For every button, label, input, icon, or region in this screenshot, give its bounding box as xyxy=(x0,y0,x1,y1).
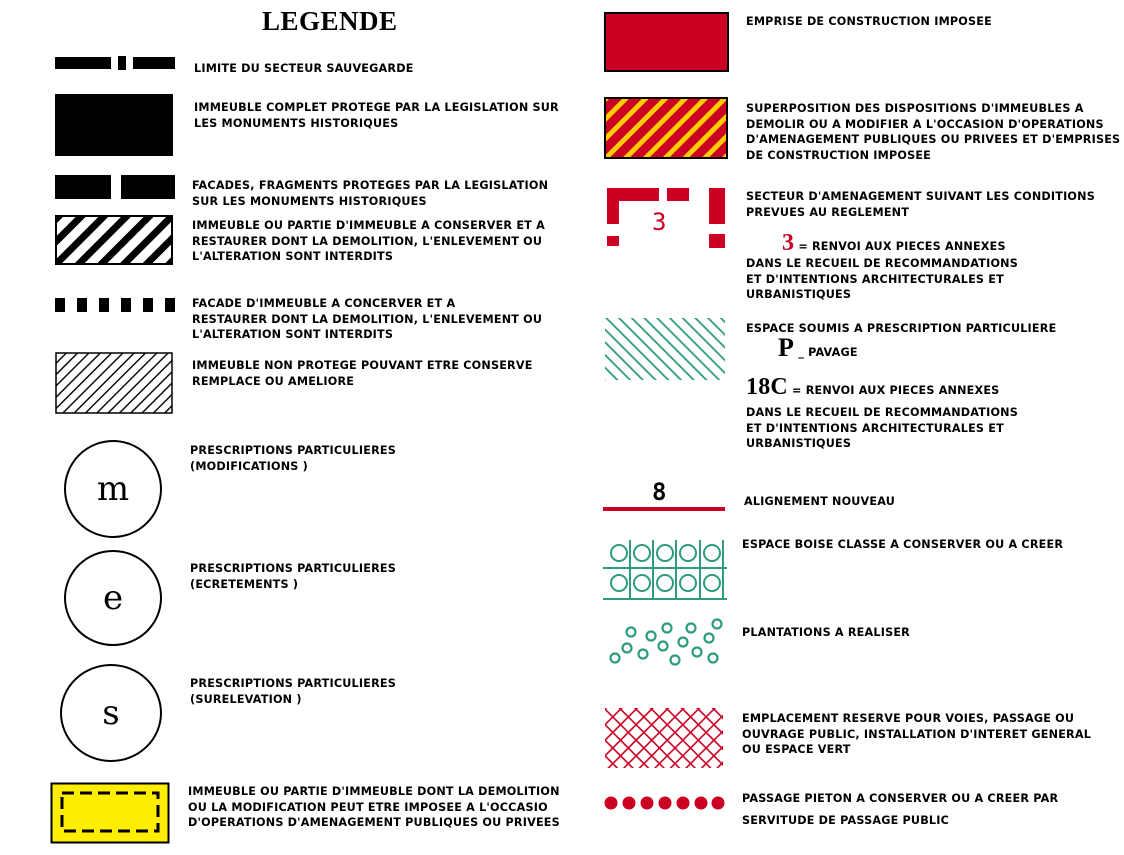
legend-label-alignement: ALIGNEMENT NOUVEAU xyxy=(744,495,896,508)
legend-label-facade: FACADE D'IMMEUBLE A CONCERVER ET A RESTAURER DONT LA DEMOLITION, L'ENLEVEMENT OU L'ALTERATION SONT INTERDITS xyxy=(192,297,543,341)
legend-label-secteur: SECTEUR D'AMENAGEMENT SUIVANT LES CONDITIONS PREVUES AU REGLEMENT xyxy=(746,190,1095,219)
legend-label-demolition: IMMEUBLE OU PARTIE D'IMMEUBLE DONT LA DEMOLITION OU LA MODIFICATION PEUT ETRE IMPOSEE A L'OCCASIO D'OPERATIONS D'AMENAGEMENT PUBLIQUES OU PRIVEES xyxy=(188,785,560,829)
legend-label-boundary: LIMITE DU SECTEUR SAUVEGARDE xyxy=(194,62,414,75)
legend-label-pavage: P _ PAVAGE xyxy=(778,333,858,362)
green-circle-grid-icon xyxy=(603,538,727,602)
circle-letter-s: s xyxy=(102,693,120,733)
alignment-number: 8 xyxy=(652,478,667,506)
legend-label-conserve: IMMEUBLE OU PARTIE D'IMMEUBLE A CONSERVER ET A RESTAURER DONT LA DEMOLITION, L'ENLEVEMENT OU L'ALTERATION SONT INTERDITS xyxy=(192,219,545,263)
yellow-dashed-box-icon xyxy=(50,782,170,844)
legend-label-18c-ref: 18C = RENVOI AUX PIECES ANNEXES xyxy=(746,374,1000,400)
circle-s-icon xyxy=(60,664,162,762)
secteur-ref-mark: 3 xyxy=(782,230,795,256)
legend-label-ecretements: PRESCRIPTIONS PARTICULIERES (ECRETEMENTS ) xyxy=(190,562,396,591)
legend-label-secteur-ref: 3 = RENVOI AUX PIECES ANNEXES xyxy=(782,230,1006,256)
legend-label-facades: FACADES, FRAGMENTS PROTEGES PAR LA LEGISLATION SUR LES MONUMENTS HISTORIQUES xyxy=(192,179,549,208)
legend-label-passage-pieton: PASSAGE PIETON A CONSERVER OU A CREER PAR SERVITUDE DE PASSAGE PUBLIC xyxy=(742,792,1059,827)
dotted-facade-icon xyxy=(55,298,175,312)
green-hatch-icon xyxy=(605,318,725,380)
circle-e-icon xyxy=(64,550,162,646)
black-bars-icon xyxy=(55,175,175,199)
red-yellow-hatch-icon xyxy=(604,97,728,159)
dashed-boundary-icon xyxy=(55,55,175,71)
legend-label-modifications: PRESCRIPTIONS PARTICULIERES (MODIFICATIONS ) xyxy=(190,444,396,473)
legend-label-non-protege: IMMEUBLE NON PROTEGE POUVANT ETRE CONSERVE REMPLACE OU AMELIORE xyxy=(192,359,533,388)
green-rings-icon xyxy=(605,618,725,668)
legend-label-espace-boise: ESPACE BOISE CLASSE A CONSERVER OU A CREER xyxy=(742,538,1064,551)
ref-18c-mark: 18C xyxy=(746,374,788,400)
red-alignment-line-icon xyxy=(603,506,725,512)
legend-label-emprise: EMPRISE DE CONSTRUCTION IMPOSEE xyxy=(746,15,992,28)
legend-label-monument: IMMEUBLE COMPLET PROTEGE PAR LA LEGISLATION SUR LES MONUMENTS HISTORIQUES xyxy=(194,101,559,130)
legend-title: LEGENDE xyxy=(262,6,398,36)
thin-hatch-icon xyxy=(55,352,173,414)
circle-m-icon xyxy=(64,440,162,538)
legend-label-espace-soumis: ESPACE SOUMIS A PRESCRIPTION PARTICULIERE xyxy=(746,322,1057,335)
legend-label-plantations: PLANTATIONS A REALISER xyxy=(742,626,910,639)
legend-label-secteur-ref-lines: DANS LE RECUEIL DE RECOMMANDATIONS ET D'INTENTIONS ARCHITECTURALES ET URBANISTIQUES xyxy=(746,257,1018,301)
solid-black-block-icon xyxy=(55,94,173,156)
circle-letter-e: e xyxy=(102,578,124,618)
bold-hatch-icon xyxy=(55,215,173,265)
sector-number: 3 xyxy=(652,208,667,236)
legend-label-superposition: SUPERPOSITION DES DISPOSITIONS D'IMMEUBLES A DEMOLIR OU A MODIFIER A L'OCCASION D'OPERATIONS D'AMENAGEMENT PUBLIQUES OU PRIVEES ET D'EMPRISES DE CONSTRUCTION IMPOSEE xyxy=(746,102,1121,162)
red-block-icon xyxy=(604,12,729,72)
legend-label-emplacement: EMPLACEMENT RESERVE POUR VOIES, PASSAGE OU OUVRAGE PUBLIC, INSTALLATION D'INTERET GENERAL OU ESPACE VERT xyxy=(742,712,1092,756)
red-dots-line-icon xyxy=(603,795,725,811)
pavage-mark: P xyxy=(778,333,795,362)
red-crosshatch-icon xyxy=(605,708,723,768)
circle-letter-m: m xyxy=(96,469,130,509)
legend-label-surelevation: PRESCRIPTIONS PARTICULIERES (SURELEVATION ) xyxy=(190,677,396,706)
legend-label-18c-ref-lines: DANS LE RECUEIL DE RECOMMANDATIONS ET D'INTENTIONS ARCHITECTURALES ET URBANISTIQUES xyxy=(746,406,1018,450)
